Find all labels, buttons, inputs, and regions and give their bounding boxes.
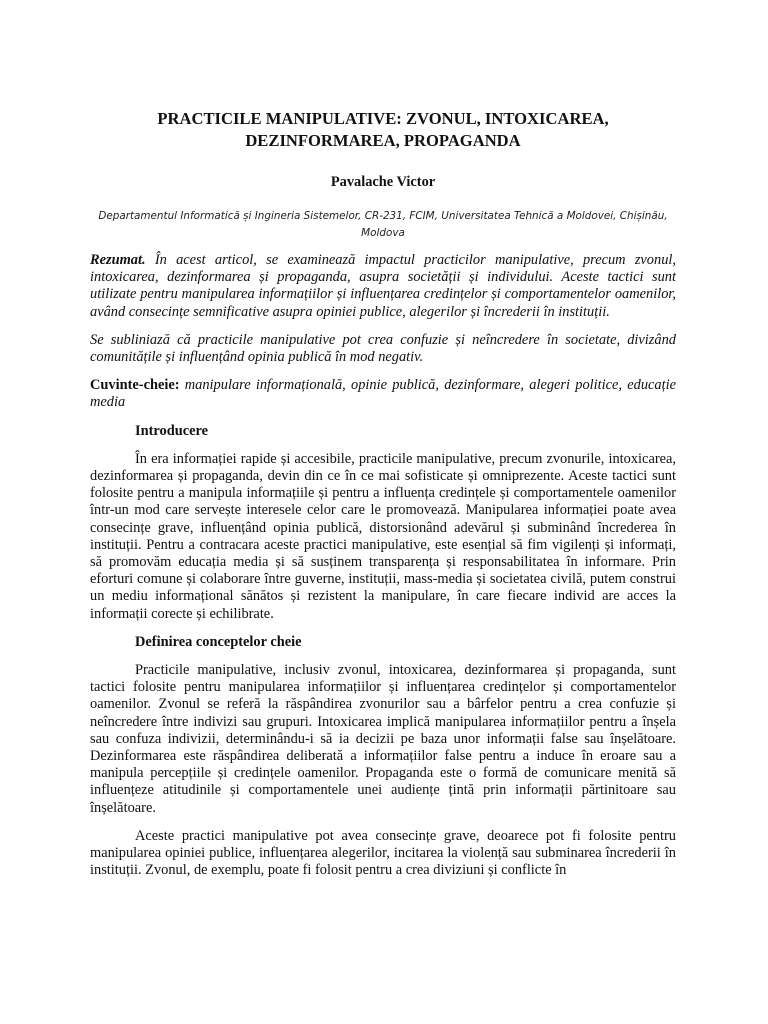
abstract <box>90 252 676 321</box>
title-line-2: DEZINFORMAREA, PROPAGANDA <box>245 131 521 150</box>
abstract-label: Rezumat. <box>90 252 146 268</box>
keywords-text: manipulare informațională, opinie publică, dezinformare, alegeri politice, educație media <box>90 377 676 411</box>
affiliation-line-1: Departamentul Informatică și Ingineria Sistemelor, CR-231, FCIM, Universitatea Tehnică a Moldovei, Chișinău, <box>98 210 668 222</box>
keywords-label: Cuvinte-cheie: <box>90 377 180 394</box>
intro-paragraph: În era informației rapide și accesibile, practicile manipulative, precum zvonurile, intoxicarea, dezinformarea și propaganda, devin din ce în ce mai sofisticate și omniprezente. Aceste tactici sunt folosite pentru a manipula informațiile și pentru a influența credințele și comportamentele oamenilor într-un mod care servește interesele celor care le promovează. Manipularea informației poate avea consecințe grave, influențând opinia publică, distorsionând adevărul și subminând încrederea în instituții. Pentru a contracara aceste practici manipulative, este esențial să fim vigilenți și informați, să promovăm educația media și să susținem transparența și responsabilitatea în informare. Prin eforturi comune și colaborare între guverne, instituții, mass-media și societatea civilă, putem construi un mediu informațional sănătos și rezistent la manipulare, în care fiecare individ are acces la informații corecte și echilibrate. <box>90 450 676 622</box>
abstract-text: În acest articol, se examinează impactul practicilor manipulative, precum zvonul, intoxicarea, dezinformarea și propaganda, asupra societății și individului. Aceste tactici sunt utilizate pentru manipularea informațiilor și influențarea credințelor și comportamentelor oamenilor, având consecințe semnificative asupra opiniei publice, alegerilor și încrederii în instituții. <box>90 252 676 320</box>
abstract-paragraph-2: Se subliniază că practicile manipulative pot crea confuzie și neîncredere în societate, divizând comunitățile și influențând opinia publică în mod negativ. <box>90 331 676 366</box>
section-heading-definirea: Definirea conceptelor cheie <box>135 633 302 650</box>
affiliation <box>90 208 676 242</box>
definitions-paragraph-1: Practicile manipulative, inclusiv zvonul, intoxicarea, dezinformarea și propaganda, sunt tactici folosite pentru manipularea informațiilor și influențarea credințelor și comportamentelor oamenilor. Zvonul se referă la răspândirea zvonurilor sau a bârfelor pentru a crea confuzie și neîncredere între indivizi sau grupuri. Intoxicarea implică manipularea informațiilor pentru a înșela sau confuza indivizii, determinându-i să ia decizii pe baza unor informații false sau înșelătoare. Dezinformarea este răspândirea deliberată a informațiilor false pentru a induce în eroare sau a manipula percepțiile și credințele oamenilor. Propaganda este o formă de comunicare menită să influențeze atitudinile și comportamentele unei audiențe țintă prin informații părtinitoare sau înșelătoare. <box>90 662 676 816</box>
author-name: Pavalache Victor <box>330 174 436 190</box>
paper-title <box>90 108 676 152</box>
keywords <box>90 377 676 411</box>
definitions-paragraph-2: Aceste practici manipulative pot avea consecințe grave, deoarece pot fi folosite pentru manipularea opiniei publice, influențarea alegerilor, incitarea la violență sau subminarea încrederii în instituții. Zvonul, de exemplu, poate fi folosit pentru a crea diviziuni și conflicte în <box>90 827 676 879</box>
title-line-1: PRACTICILE MANIPULATIVE: ZVONUL, INTOXICAREA, <box>157 109 609 128</box>
affiliation-line-2: Moldova <box>361 227 405 239</box>
section-heading-introducere: Introducere <box>135 422 209 439</box>
